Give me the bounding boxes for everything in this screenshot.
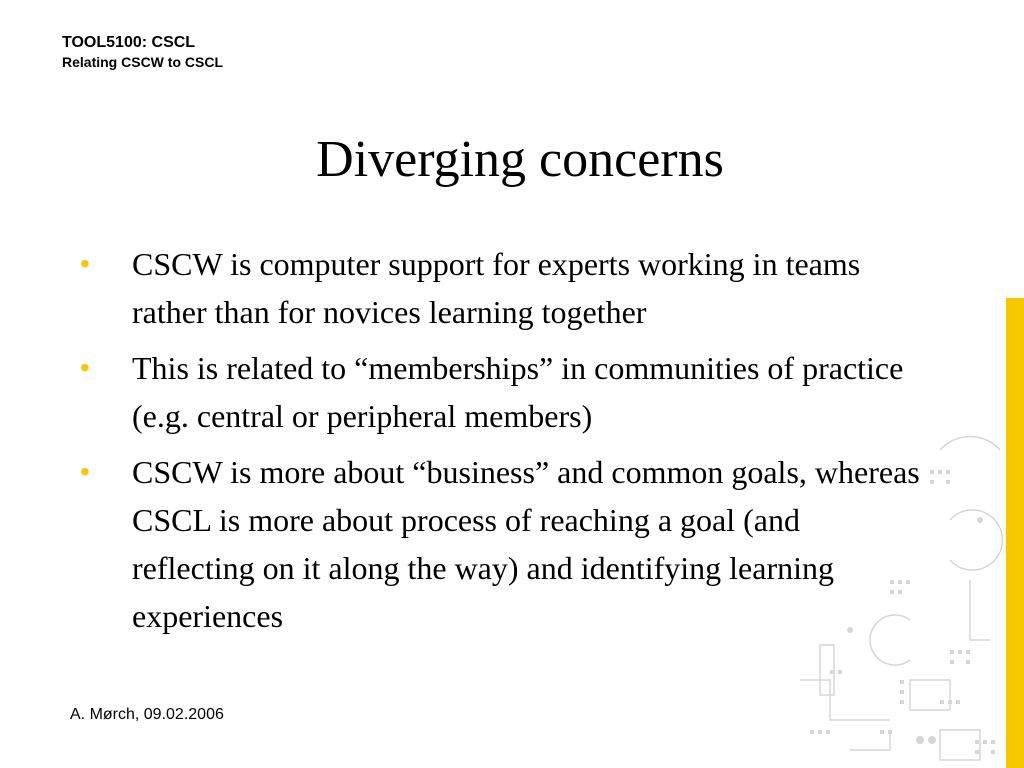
accent-bar [1006,298,1024,768]
bullet-item [80,344,930,440]
slide-header [62,33,223,71]
bullet-icon: • [80,248,90,279]
bullet-text: CSCW is computer support for experts working in teams rather than for novices learning together [132,246,861,330]
circuit-pattern-decoration [790,430,1006,768]
bullet-text: CSCW is more about “business” and common goals, whereas CSCL is more about process of reaching a goal (and reflecting on it along the way) and identifying learning experiences [132,454,920,634]
bullet-icon: • [80,352,90,383]
slide-title: Diverging concerns [316,131,724,188]
bullet-item [80,240,930,336]
bullet-icon: • [80,456,90,487]
slide-footer: A. Mørch, 09.02.2006 [70,706,224,723]
bullet-text: This is related to “memberships” in communities of practice (e.g. central or peripheral members) [132,350,904,434]
lecture-subtitle: Relating CSCW to CSCL [62,54,223,70]
course-code: TOOL5100: CSCL [62,34,196,51]
